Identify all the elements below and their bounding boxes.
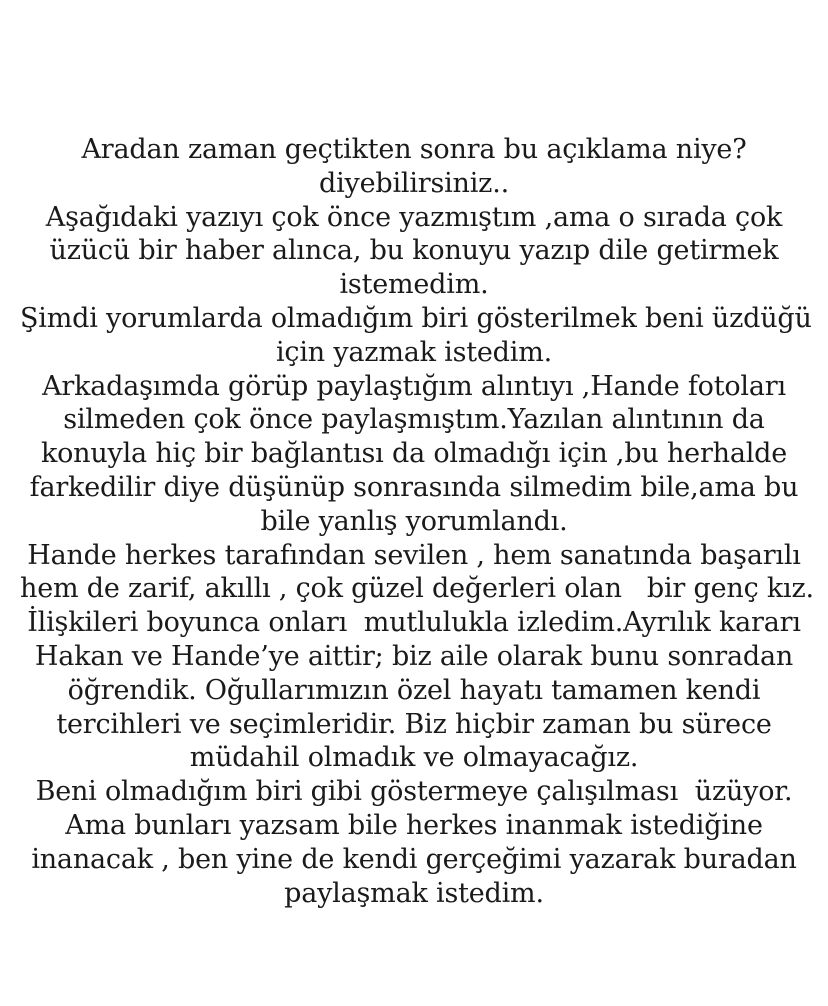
text-line: silmeden çok önce paylaşmıştım.Yazılan alıntının da [63,404,765,436]
text-line: Arkadaşımda görüp paylaştığım alıntıyı ,Hande fotoları [42,370,786,402]
text-line: farkedilir diye düşünüp sonrasında silmedim bile,ama bu [29,471,799,503]
text-line: Ama bunları yazsam bile herkes inanmak istediğine [65,809,763,841]
text-line: Beni olmadığım biri gibi göstermeye çalışılması üzüyor. [35,776,793,808]
statement-text [20,133,814,910]
text-line: İlişkileri boyunca onları mutlulukla izledim.Ayrılık kararı [27,607,801,639]
text-line: hem de zarif, akıllı , çok güzel değerleri olan bir genç kız. [20,573,814,605]
text-line: müdahil olmadık ve olmayacağız. [189,742,639,774]
text-line: öğrendik. Oğullarımızın özel hayatı tamamen kendi [67,674,761,706]
text-line: Hakan ve Hande’ye aittir; biz aile olarak bunu sonradan [34,640,794,672]
text-line: Şimdi yorumlarda olmadığım biri gösterilmek beni üzdüğü [20,302,812,334]
text-line: üzücü bir haber alınca, bu konuyu yazıp dile getirmek [49,235,779,267]
text-line: için yazmak istedim. [275,336,552,368]
text-line: inanacak , ben yine de kendi gerçeğimi yazarak buradan [31,843,797,875]
text-line: Aradan zaman geçtikten sonra bu açıklama niye? [81,134,747,165]
text-line: tercihleri ve seçimleridir. Biz hiçbir zaman bu sürece [56,708,772,740]
text-line: Hande herkes tarafından sevilen , hem sanatında başarılı [27,539,801,571]
text-line: Aşağıdaki yazıyı çok önce yazmıştım ,ama o sırada çok [45,201,783,233]
text-line: paylaşmak istedim. [284,877,544,909]
text-line: diyebilirsiniz.. [319,167,509,199]
text-line: konuyla hiç bir bağlantısı da olmadığı için ,bu herhalde [40,438,788,470]
text-line: bile yanlış yorumlandı. [260,505,568,537]
text-line: istemedim. [339,269,489,301]
